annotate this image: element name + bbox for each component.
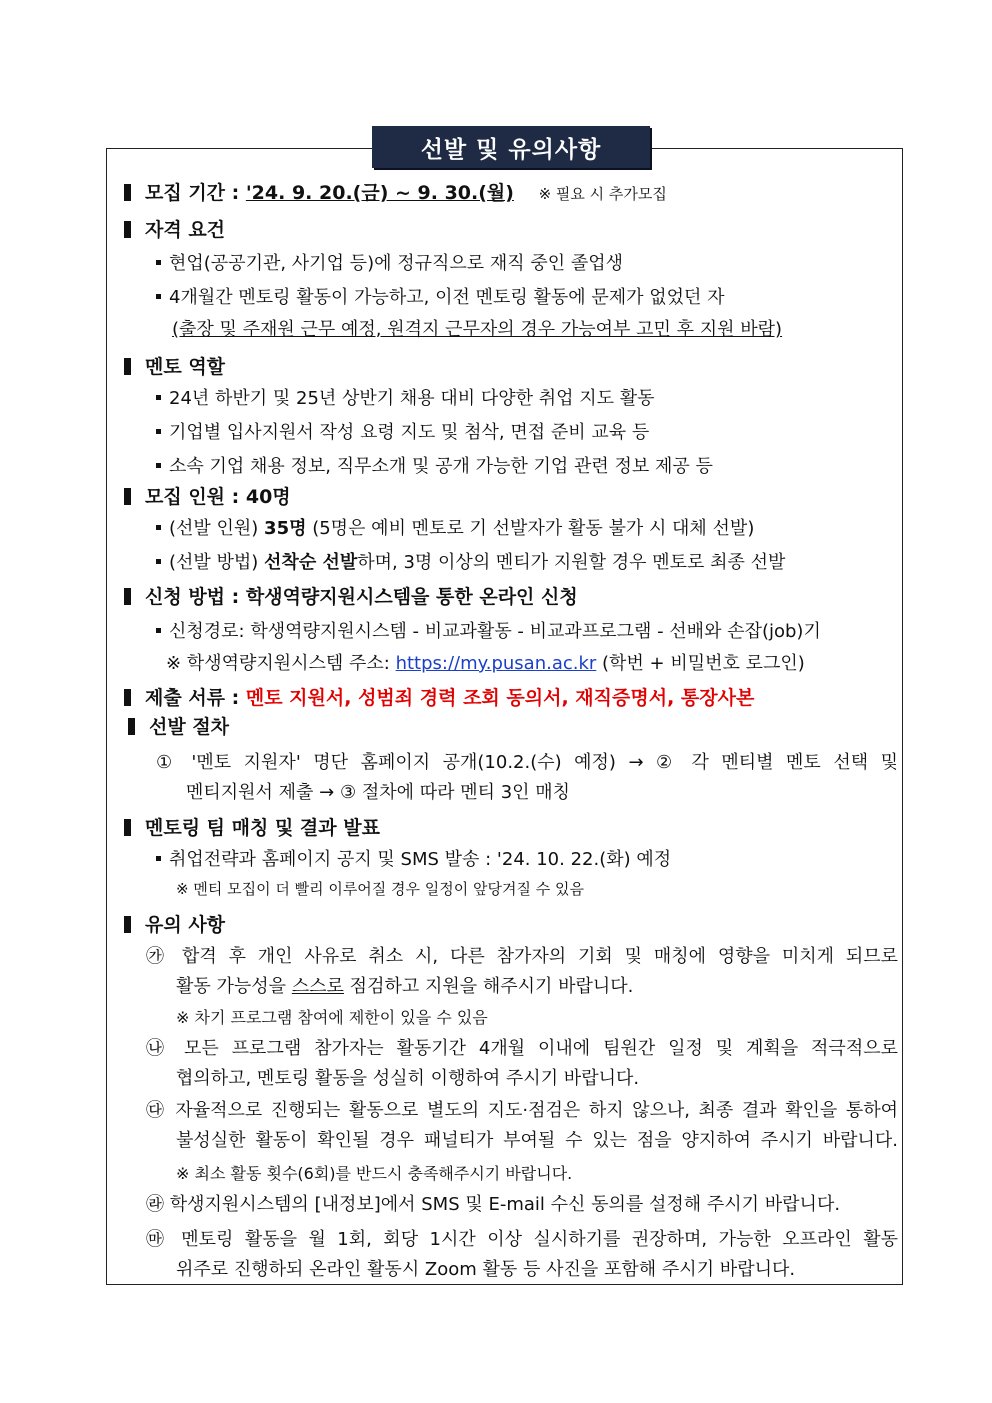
qualification-item: 4개월간 멘토링 활동이 가능하고, 이전 멘토링 활동에 문제가 없었던 자 — [156, 286, 725, 310]
heading-matching: 멘토링 팀 매칭 및 결과 발표 — [124, 816, 380, 840]
apply-address: ※ 학생역량지원시스템 주소: https://my.pusan.ac.kr (학번 + 비밀번호 로그인) — [166, 653, 805, 674]
caution-note: ※ 최소 활동 횟수(6회)를 반드시 충족해주시기 바랍니다. — [176, 1164, 573, 1183]
square-bullet-icon — [124, 488, 131, 505]
qualification-note: (출장 및 주재원 근무 예정, 원격지 근무자의 경우 가능여부 고민 후 지원 바람) — [172, 319, 783, 340]
matching-item: 취업전략과 홈페이지 공지 및 SMS 발송 : '24. 10. 22.(화) 예정 — [156, 848, 671, 872]
caution-item: ㉱ 학생지원시스템의 [내정보]에서 SMS 및 E-mail 수신 동의를 설정해 주시기 바랍니다. — [146, 1194, 841, 1215]
heading-role: 멘토 역할 — [124, 355, 225, 379]
caution-item: 불성실한 활동이 확인될 경우 패널티가 부여될 수 있는 점을 양지하여 주시기 바랍니다. — [176, 1130, 898, 1151]
bullet-icon — [156, 463, 161, 468]
square-bullet-icon — [124, 819, 131, 836]
bullet-icon — [156, 294, 161, 299]
square-bullet-icon — [124, 184, 131, 201]
period-value: '24. 9. 20.(금) ~ 9. 30.(월) — [245, 182, 514, 204]
bullet-icon — [156, 429, 161, 434]
bullet-icon — [156, 525, 161, 530]
bullet-icon — [156, 260, 161, 265]
square-bullet-icon — [124, 689, 131, 706]
heading-period — [124, 181, 667, 206]
role-item: 소속 기업 채용 정보, 직무소개 및 공개 가능한 기업 관련 정보 제공 등 — [156, 455, 713, 479]
role-item: 24년 하반기 및 25년 상반기 채용 대비 다양한 취업 지도 활동 — [156, 387, 655, 411]
caution-note: ※ 차기 프로그램 참여에 제한이 있을 수 있음 — [176, 1008, 488, 1027]
square-bullet-icon — [124, 916, 131, 933]
heading-documents: 제출 서류 : 멘토 지원서, 성범죄 경력 조회 동의서, 재직증명서, 통장사본 — [124, 686, 754, 710]
recruit-item: (선발 인원) 35명 (5명은 예비 멘토로 기 선발자가 활동 불가 시 대체 선발) — [156, 517, 754, 541]
pusan-link[interactable]: https://my.pusan.ac.kr — [395, 653, 597, 674]
caution-item: 협의하고, 멘토링 활동을 성실히 이행하여 주시기 바랍니다. — [176, 1068, 640, 1089]
period-label: 모집 기간 : — [145, 182, 246, 204]
caution-item: 활동 가능성을 스스로 점검하고 지원을 해주시기 바랍니다. — [176, 976, 634, 997]
square-bullet-icon — [124, 588, 131, 605]
bullet-icon — [156, 856, 161, 861]
square-bullet-icon — [128, 718, 135, 735]
square-bullet-icon — [124, 358, 131, 375]
heading-recruit: 모집 인원 : 40명 — [124, 485, 291, 509]
bullet-icon — [156, 395, 161, 400]
documents-value: 멘토 지원서, 성범죄 경력 조회 동의서, 재직증명서, 통장사본 — [245, 687, 755, 709]
caution-item: ㉮ 합격 후 개인 사유로 취소 시, 다른 참가자의 기회 및 매칭에 영향을 미치게 되므로 — [146, 946, 898, 967]
caution-item: 위주로 진행하되 온라인 활동시 Zoom 활동 등 사진을 포함해 주시기 바랍니다. — [176, 1259, 796, 1280]
procedure-line: 멘티지원서 제출 → ③ 절차에 따라 멘티 3인 매칭 — [186, 782, 571, 803]
apply-path: 신청경로: 학생역량지원시스템 - 비교과활동 - 비교과프로그램 - 선배와 손잡(job)기 — [156, 620, 821, 644]
caution-item: ㉲ 멘토링 활동을 월 1회, 회당 1시간 이상 실시하기를 권장하며, 가능한 오프라인 활동 — [146, 1229, 898, 1250]
recruit-item: (선발 방법) 선착순 선발하며, 3명 이상의 멘티가 지원할 경우 멘토로 최종 선발 — [156, 551, 785, 575]
square-bullet-icon — [124, 221, 131, 238]
caution-item: ㉰ 자율적으로 진행되는 활동으로 별도의 지도·점검은 하지 않으나, 최종 결과 확인을 통하여 — [146, 1100, 898, 1121]
role-item: 기업별 입사지원서 작성 요령 지도 및 첨삭, 면접 준비 교육 등 — [156, 421, 649, 445]
qualification-item: 현업(공공기관, 사기업 등)에 정규직으로 재직 중인 졸업생 — [156, 252, 623, 276]
period-note: ※ 필요 시 추가모집 — [538, 185, 667, 203]
procedure-line: ① '멘토 지원자' 명단 홈페이지 공개(10.2.(수) 예정) → ② 각 멘티별 멘토 선택 및 — [156, 752, 898, 773]
caution-item: ㉯ 모든 프로그램 참가자는 활동기간 4개월 이내에 팀원간 일정 및 계획을 적극적으로 — [146, 1038, 898, 1059]
bullet-icon — [156, 628, 161, 633]
heading-cautions: 유의 사항 — [124, 913, 225, 937]
matching-note: ※ 멘티 모집이 더 빨리 이루어질 경우 일정이 앞당겨질 수 있음 — [176, 880, 585, 898]
heading-apply: 신청 방법 : 학생역량지원시스템을 통한 온라인 신청 — [124, 585, 578, 609]
bullet-icon — [156, 559, 161, 564]
section-title: 선발 및 유의사항 — [372, 126, 650, 168]
heading-qualification: 자격 요건 — [124, 218, 225, 242]
heading-procedure: 선발 절차 — [128, 715, 229, 739]
